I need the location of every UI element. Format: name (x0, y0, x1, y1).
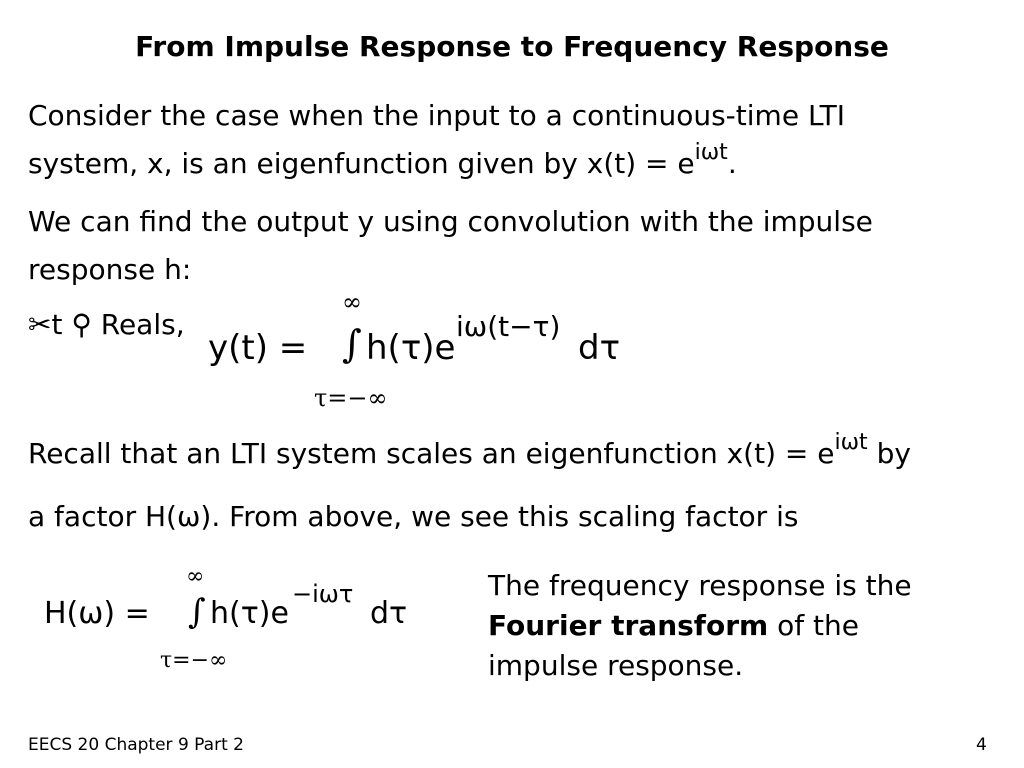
eq2-lower-limit: τ=−∞ (160, 648, 228, 673)
paragraph-3-line-2: a factor H(ω). From above, we see this scaling factor is (28, 500, 799, 533)
eq1-lower-limit: τ=−∞ (314, 384, 388, 412)
text: system, x, is an eigenfunction given by x(t) = e (28, 147, 695, 180)
text: Recall that an LTI system scales an eigenfunction x(t) = e (28, 437, 835, 470)
eq2-dtau: dτ (370, 596, 408, 631)
text: by (867, 437, 911, 470)
note-line-2 (488, 606, 912, 646)
paragraph-2-line-2: response h: (28, 253, 192, 286)
eq1-upper-limit: ∞ (342, 288, 362, 316)
paragraph-2 (28, 198, 873, 294)
paragraph-1-line-1: Consider the case when the input to a continuous-time LTI (28, 99, 846, 132)
text: . (727, 147, 737, 180)
eq1-body: h(τ)e (366, 328, 456, 368)
eq2-lhs: H(ω) = (44, 596, 150, 631)
paragraph-1-line-2 (28, 140, 845, 191)
superscript: iωt (834, 430, 868, 455)
page-number: 4 (976, 735, 987, 755)
paragraph-3 (28, 428, 911, 541)
eq2-exponent: −iωτ (292, 580, 354, 608)
paragraph-2-line-1: We can find the output y using convolution with the impulse (28, 205, 873, 238)
slide-title: From Impulse Response to Frequency Response (135, 30, 889, 63)
fourier-transform-term: Fourier transform (488, 609, 769, 642)
quantifier-line: ✂t ⚲ Reals, (28, 308, 185, 341)
eq2-body: h(τ)e (210, 596, 289, 631)
eq1-lhs: y(t) = (208, 328, 308, 368)
note-line-3: impulse response. (488, 649, 744, 682)
superscript: iωt (694, 140, 728, 165)
eq2-integral-sign: ∫ (188, 592, 206, 632)
paragraph-3-line-1 (28, 428, 911, 483)
eq1-integral-sign: ∫ (342, 322, 362, 366)
footer-course: EECS 20 Chapter 9 Part 2 (28, 735, 244, 755)
eq1-exponent: iω(t−τ) (456, 310, 561, 343)
fourier-note (488, 566, 912, 686)
text: of the (768, 609, 859, 642)
note-line-1: The frequency response is the (488, 569, 912, 602)
paragraph-1 (28, 92, 845, 191)
eq1-dtau: dτ (578, 328, 621, 368)
eq2-upper-limit: ∞ (186, 564, 205, 589)
